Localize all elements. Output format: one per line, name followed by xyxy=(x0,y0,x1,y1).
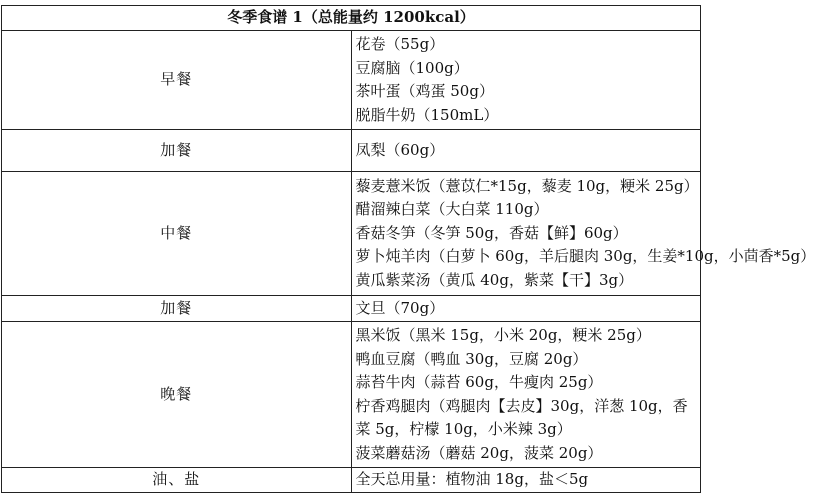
meal-row-breakfast xyxy=(2,31,701,130)
food-item: 醋溜辣白菜（大白菜 110g） xyxy=(355,200,549,219)
food-item: 黑米饭（黑米 15g，小米 20g，粳米 25g） xyxy=(355,326,651,344)
food-item: 凤梨（60g） xyxy=(355,140,445,159)
meal-row-afternoon-snack xyxy=(2,296,701,322)
meal-label-morning-snack: 加餐 xyxy=(2,130,352,172)
meal-row-dinner xyxy=(2,322,701,468)
meal-row-lunch xyxy=(2,172,701,296)
food-item: 柠香鸡腿肉（鸡腿肉【去皮】30g，洋葱 10g，香菜 5g，柠檬 10g，小米辣 3g） xyxy=(355,396,688,438)
oil-salt-row xyxy=(2,468,701,493)
usage-text: 全天总用量：植物油 18g，盐＜5g xyxy=(355,470,589,489)
meal-items-lunch xyxy=(351,172,815,296)
meal-items-breakfast xyxy=(351,31,701,130)
title-row xyxy=(2,6,701,31)
meal-label-lunch: 中餐 xyxy=(2,172,352,296)
food-item: 脱脂牛奶（150mL） xyxy=(355,105,499,124)
food-item: 藜麦薏米饭（薏苡仁*15g，藜麦 10g，粳米 25g） xyxy=(355,176,699,195)
diet-menu-table xyxy=(1,5,815,493)
food-item: 菠菜蘑菇汤（蘑菇 20g，菠菜 20g） xyxy=(355,443,603,462)
meal-label-afternoon-snack: 加餐 xyxy=(2,296,352,322)
food-item: 香菇冬笋（冬笋 50g，香菇【鲜】60g） xyxy=(355,223,628,242)
food-item: 鸭血豆腐（鸭血 30g，豆腐 20g） xyxy=(355,349,588,368)
meal-items-afternoon-snack xyxy=(351,296,701,322)
oil-salt-usage xyxy=(351,468,701,493)
food-item: 蒜苔牛肉（蒜苔 60g，牛瘦肉 25g） xyxy=(355,373,603,391)
meal-label-breakfast: 早餐 xyxy=(2,31,352,130)
meal-items-morning-snack xyxy=(351,130,701,172)
food-item: 文旦（70g） xyxy=(355,298,445,317)
meal-label-dinner: 晚餐 xyxy=(2,322,352,468)
food-item: 茶叶蛋（鸡蛋 50g） xyxy=(355,82,494,100)
food-item: 萝卜炖羊肉（白萝卜 60g，羊后腿肉 30g，生姜*10g，小茴香*5g） xyxy=(355,247,815,266)
meal-label-oil-salt: 油、盐 xyxy=(2,468,352,493)
meal-row-morning-snack xyxy=(2,130,701,172)
menu-title: 冬季食谱 1（总能量约 1200kcal） xyxy=(2,6,701,31)
food-item: 黄瓜紫菜汤（黄瓜 40g，紫菜【干】3g） xyxy=(355,270,634,289)
food-item: 豆腐脑（100g） xyxy=(355,58,469,77)
food-item: 花卷（55g） xyxy=(355,35,445,53)
meal-items-dinner xyxy=(351,322,701,468)
